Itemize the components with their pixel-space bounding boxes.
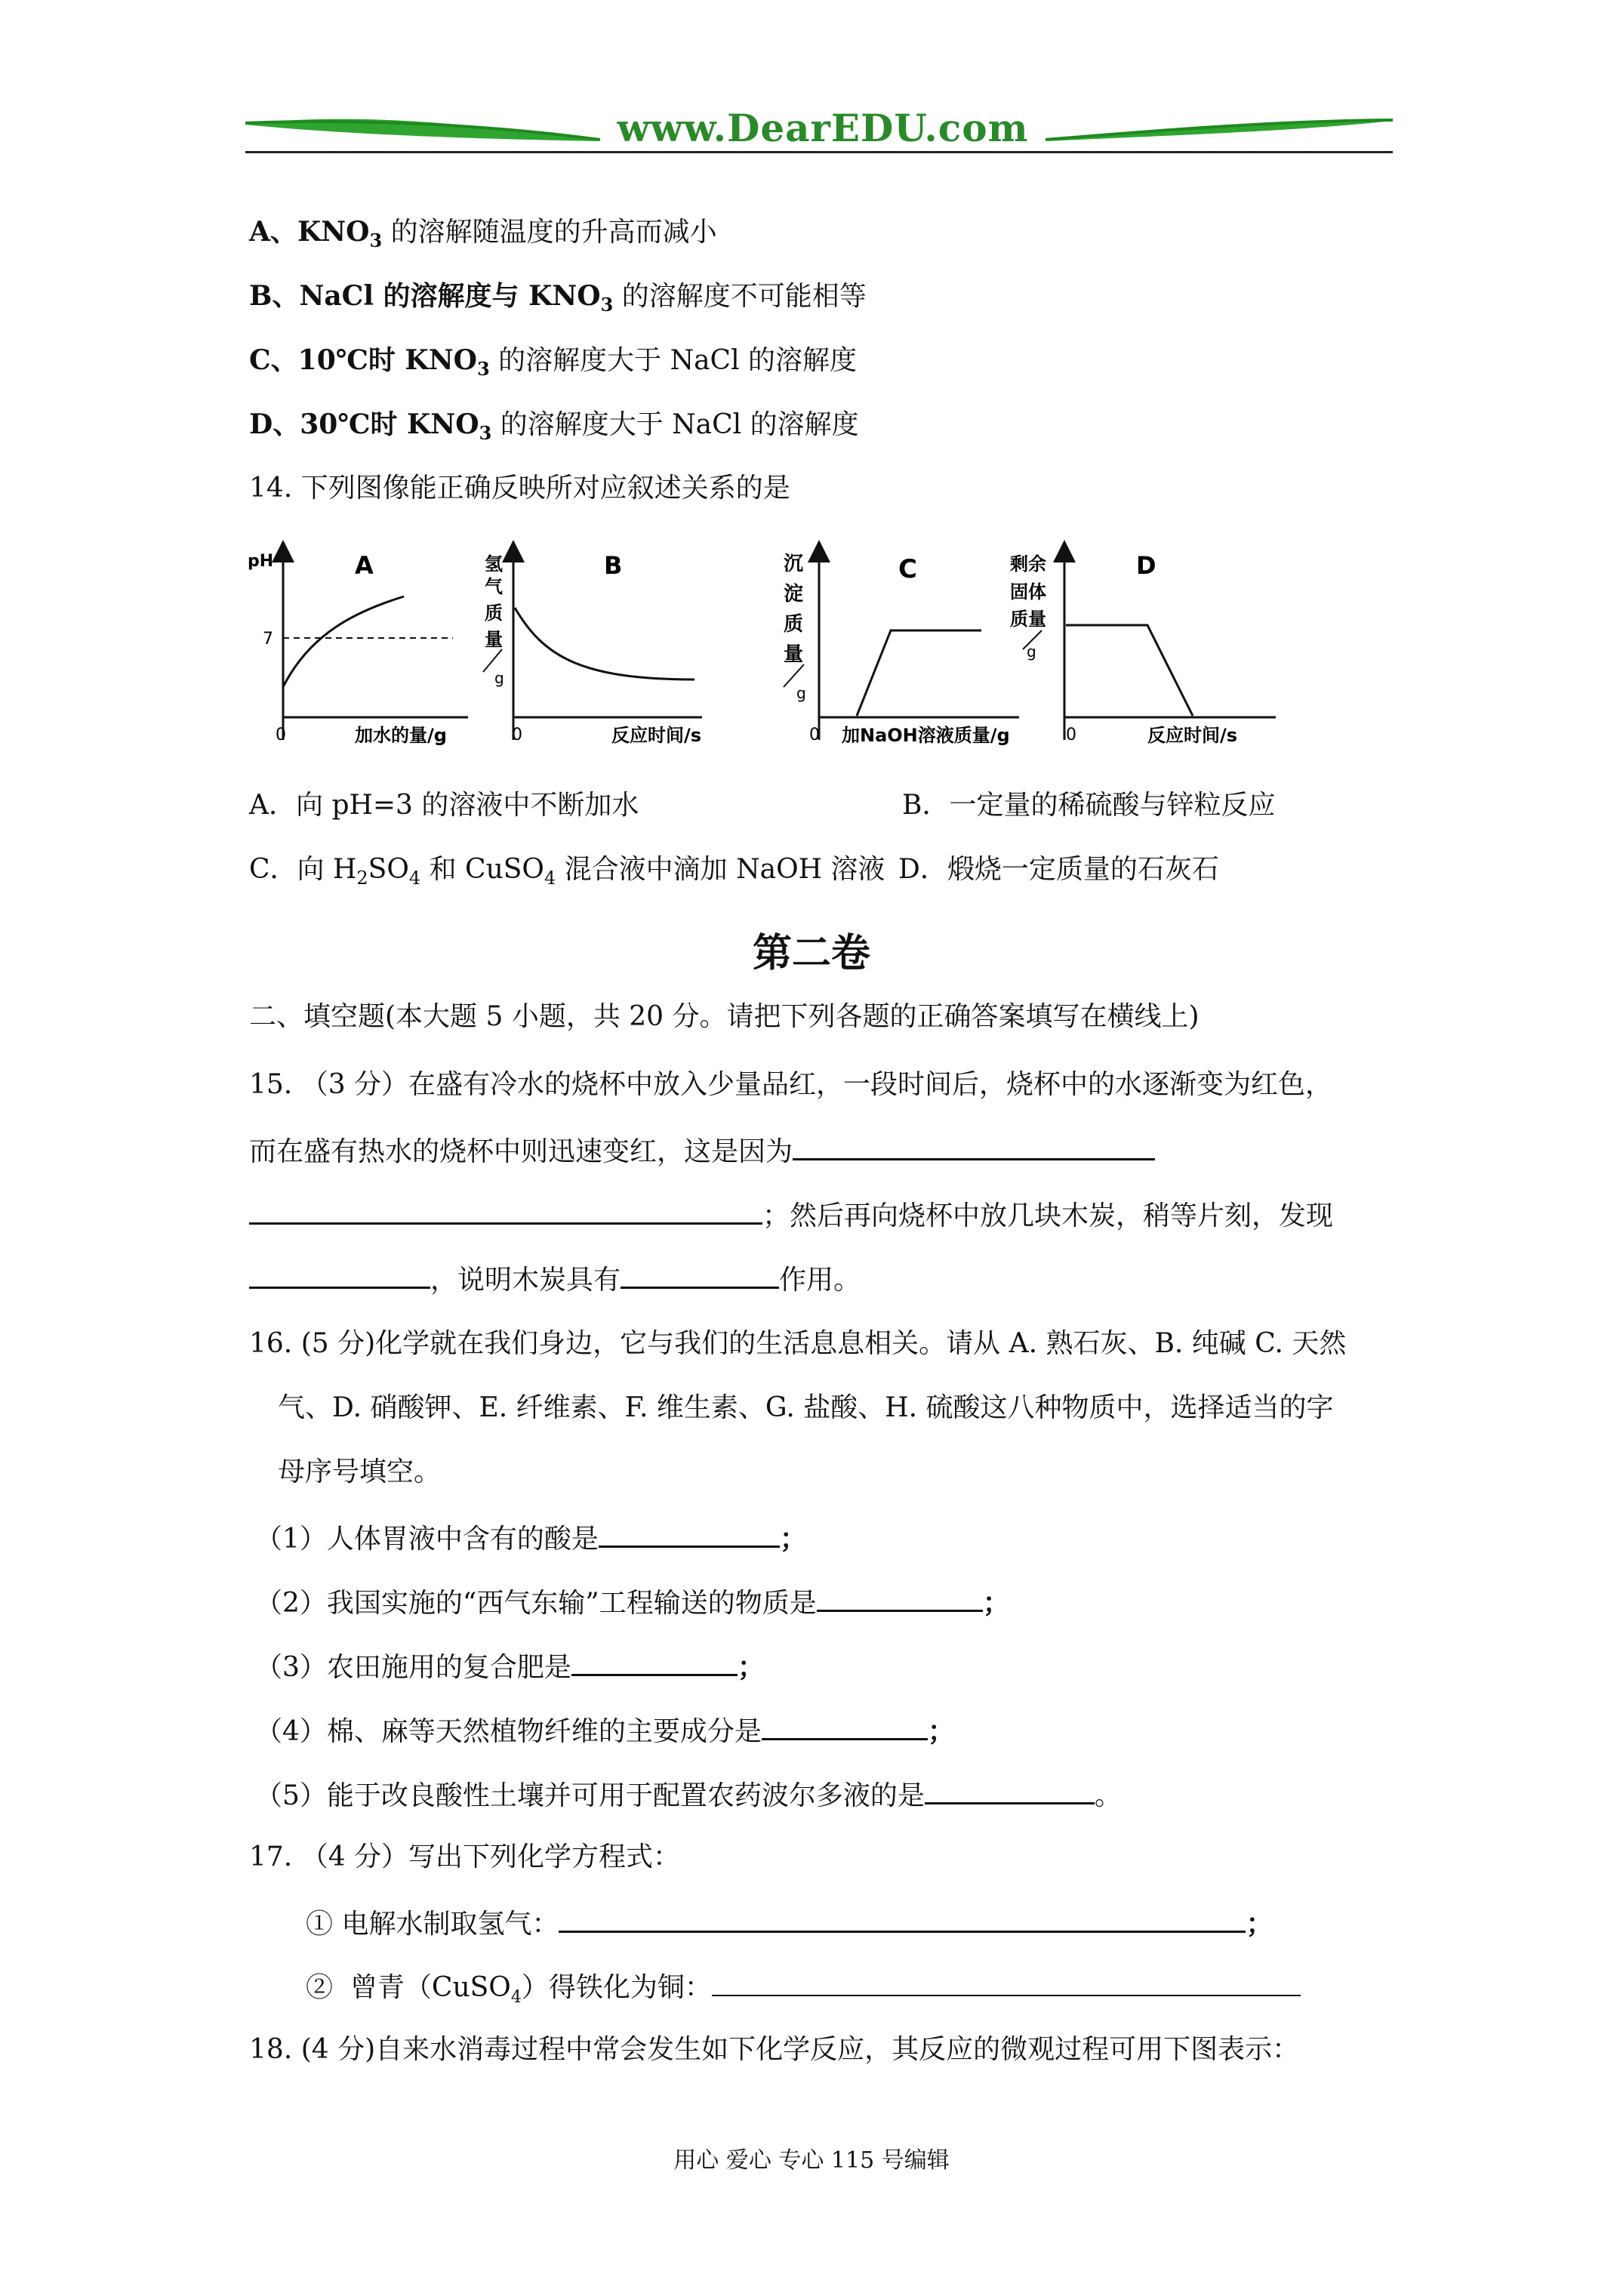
q16-item-1: （1）人体胃液中含有的酸是 ； xyxy=(255,1520,807,1556)
q16-item-4: （4）棉、麻等天然植物纤维的主要成分是 ； xyxy=(255,1712,955,1749)
graph-b-letter: B xyxy=(604,551,623,580)
graph-d xyxy=(1010,551,1276,746)
graph-a-tick-7: 7 xyxy=(263,630,273,649)
page-footer: 用心 爱心 专心 115 号编辑 xyxy=(673,2147,950,2174)
q16-line-3: 母序号填空。 xyxy=(278,1456,442,1487)
q17-item-2: ② 曾青（CuSO$_4$）得铁化为铜： xyxy=(306,1969,1301,2014)
q15-blank-1[interactable] xyxy=(793,1133,1155,1160)
graph-b-ylabel-1: 氢 xyxy=(485,553,503,575)
graph-b-ylabel-2: 气 xyxy=(485,576,503,597)
graph-a-origin: 0 xyxy=(276,726,286,744)
q15-blank-2[interactable] xyxy=(249,1197,762,1225)
graph-b-ylabel-4: 量 xyxy=(485,629,503,650)
q16-item-3: （3）农田施用的复合肥是 ； xyxy=(255,1648,765,1684)
graph-b-ylabel-3: 质 xyxy=(485,603,503,624)
q16-blank-1[interactable] xyxy=(599,1520,780,1548)
q15-line-3: ；然后再向烧杯中放几块木炭，稍等片刻，发现 xyxy=(249,1197,1333,1233)
graph-b-ylabel-unit: g xyxy=(494,669,504,687)
graph-b-origin: 0 xyxy=(512,726,522,744)
logo-text: www.DearEDU.com xyxy=(617,106,1029,150)
graph-a xyxy=(248,551,468,746)
q14-option-c: C．向 $H_2SO_4$ 和 CuSO$_4$ 混合液中滴加 NaOH 溶液 xyxy=(249,854,885,889)
graph-c-ylabel-unit: g xyxy=(796,684,806,702)
header-logo xyxy=(245,102,1393,155)
graph-a-ylabel: pH xyxy=(248,552,274,571)
graph-a-xlabel: 加水的量/g xyxy=(355,725,447,746)
q16-line-1: 16. (5 分)化学就在我们身边，它与我们的生活息息相关。请从 A. 熟石灰、B. 纯碱 C. 天然 xyxy=(249,1328,1347,1359)
q14-stem: 14. 下列图像能正确反映所对应叙述关系的是 xyxy=(249,473,790,504)
q13-option-d: D、30℃时 $KNO_3$ 的溶解度大于 NaCl 的溶解度 xyxy=(249,408,859,445)
header-rule xyxy=(245,151,1393,153)
graph-d-letter: D xyxy=(1136,551,1156,580)
q16-item-2: （2）我国实施的“西气东输”工程输送的物质是 ； xyxy=(255,1584,1010,1620)
q15-line-1: 15. （3 分）在盛有冷水的烧杯中放入少量品红，一段时间后，烧杯中的水逐渐变为红色， xyxy=(249,1069,1333,1100)
graph-d-ylabel-2: 固体 xyxy=(1010,581,1046,603)
graph-d-ylabel-unit: g xyxy=(1027,643,1036,661)
graph-b xyxy=(483,551,702,746)
q17-item-1: ① 电解水制取氢气： ； xyxy=(306,1905,1273,1941)
graph-c-ylabel-3: 质 xyxy=(784,613,804,636)
q15-line-2: 而在盛有热水的烧杯中则迅速变红，这是因为 xyxy=(249,1133,1155,1169)
q16-blank-4[interactable] xyxy=(762,1712,928,1740)
graph-c-ylabel-4: 量 xyxy=(784,643,804,666)
q16-item-5: （5）能于改良酸性土壤并可用于配置农药波尔多液的是 。 xyxy=(255,1777,1122,1813)
graph-c-xlabel: 加NaOH溶液质量/g xyxy=(842,725,1010,746)
graph-d-xlabel: 反应时间/s xyxy=(1147,725,1238,746)
graph-d-origin: 0 xyxy=(1066,726,1076,744)
q18-stem: 18. (4 分)自来水消毒过程中常会发生如下化学反应，其反应的微观过程可用下图表示： xyxy=(249,2034,1300,2065)
q14-option-a: A．向 pH=3 的溶液中不断加水 xyxy=(249,790,639,821)
q17-blank-2[interactable] xyxy=(712,1969,1301,1996)
section2-title: 第二卷 xyxy=(752,930,870,976)
graph-d-ylabel-3: 质量 xyxy=(1010,609,1046,630)
graph-c-ylabel-1: 沉 xyxy=(784,553,804,575)
graph-d-ylabel-1: 剩余 xyxy=(1010,553,1046,575)
q15-blank-3[interactable] xyxy=(249,1261,430,1289)
q16-blank-5[interactable] xyxy=(925,1777,1095,1804)
q13-option-c: C、10℃时 $KNO_3$ 的溶解度大于 NaCl 的溶解度 xyxy=(249,344,858,381)
graph-b-xlabel: 反应时间/s xyxy=(611,725,702,746)
graph-c-ylabel-2: 淀 xyxy=(784,583,804,606)
q13-option-b: B、NaCl 的溶解度与 $KNO_3$ 的溶解度不可能相等 xyxy=(249,280,867,316)
q14-option-b: B．一定量的稀硫酸与锌粒反应 xyxy=(902,790,1276,821)
graph-c xyxy=(784,551,1019,746)
q15-blank-4[interactable] xyxy=(621,1261,779,1289)
q16-blank-3[interactable] xyxy=(571,1648,738,1676)
q17-blank-1[interactable] xyxy=(559,1905,1246,1933)
q15-line-4: ，说明木炭具有 作用。 xyxy=(249,1261,861,1297)
q13-option-a: A、$KNO_3$ 的溶解随温度的升高而减小 xyxy=(249,216,717,252)
q14-graphs xyxy=(242,536,1298,763)
q16-blank-2[interactable] xyxy=(817,1584,983,1612)
graph-c-letter: C xyxy=(898,554,917,584)
q16-line-2: 气、D. 硝酸钾、E. 纤维素、F. 维生素、G. 盐酸、H. 硫酸这八种物质中，选择适当的字 xyxy=(278,1392,1334,1423)
graph-c-origin: 0 xyxy=(809,726,820,744)
section2-instructions: 二、填空题(本大题 5 小题，共 20 分。请把下列各题的正确答案填写在横线上) xyxy=(249,1001,1200,1032)
q17-stem: 17. （4 分）写出下列化学方程式： xyxy=(249,1841,681,1872)
q14-option-d: D．煅烧一定质量的石灰石 xyxy=(898,854,1219,885)
graph-a-letter: A xyxy=(355,551,374,580)
